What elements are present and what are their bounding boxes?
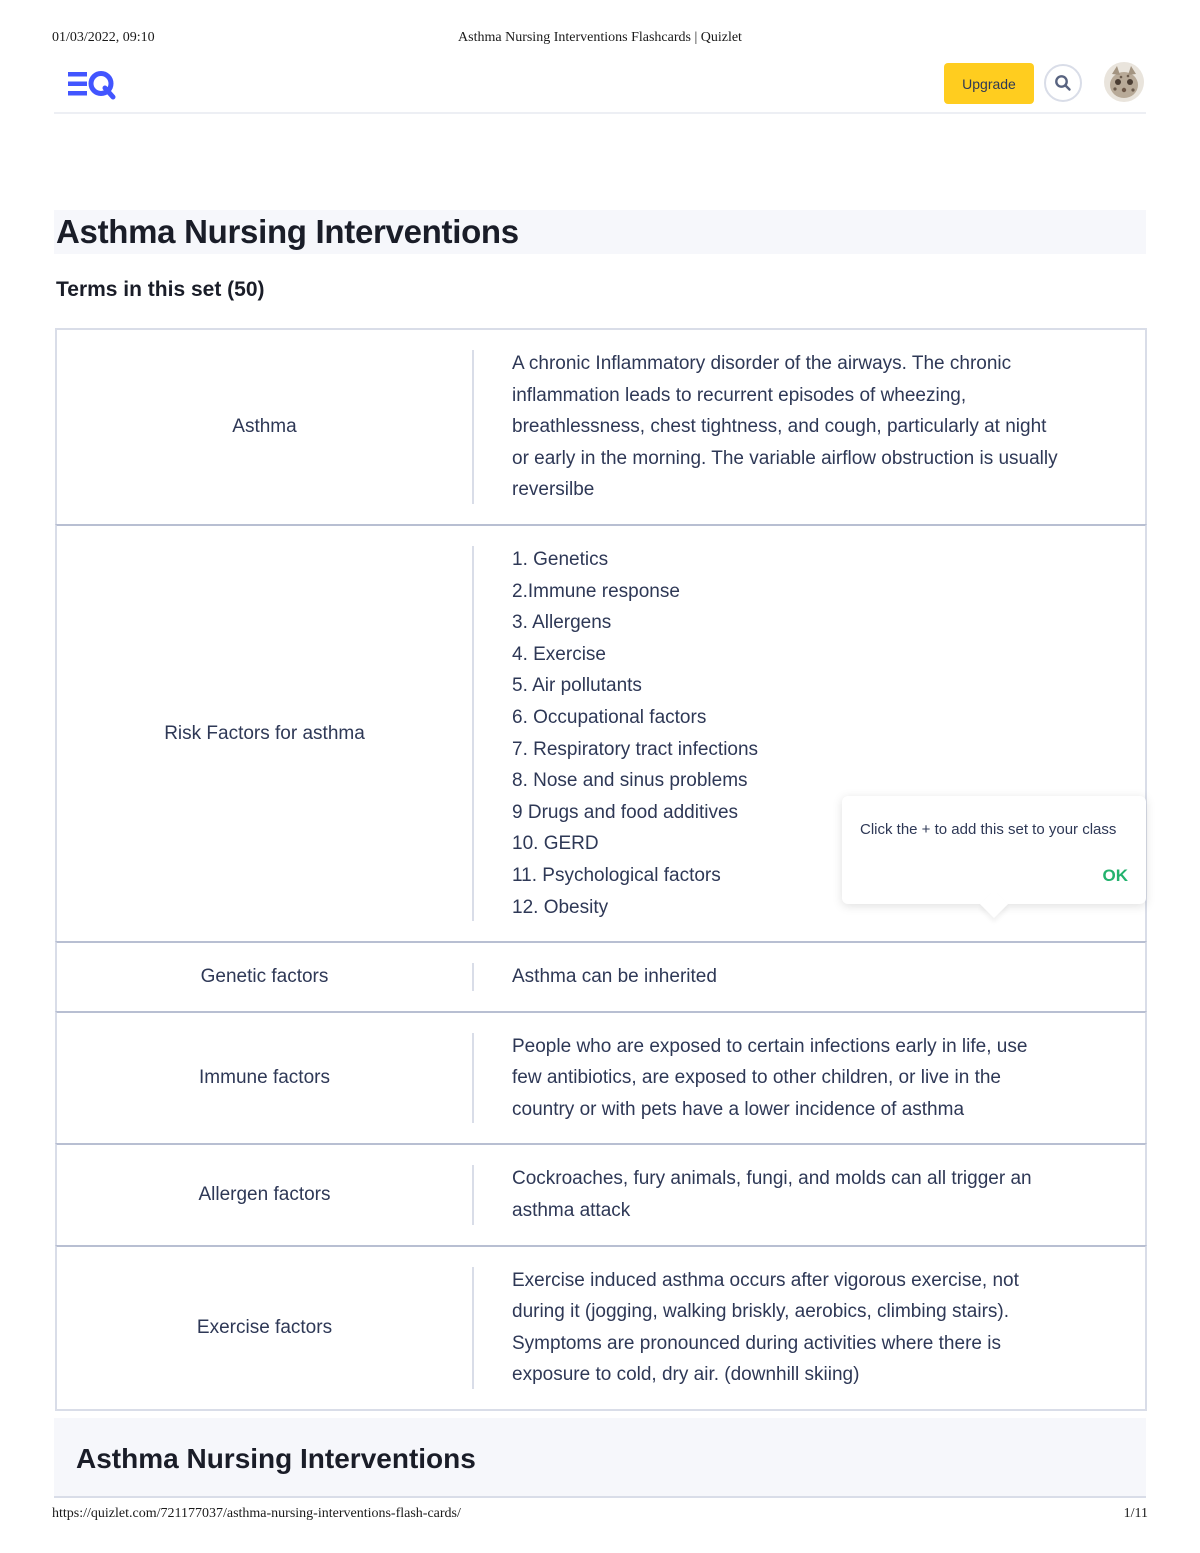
term-word: Immune factors bbox=[199, 1067, 330, 1089]
print-url: https://quizlet.com/721177037/asthma-nursing-interventions-flash-cards/ bbox=[52, 1506, 461, 1521]
definition-line: breathlessness, chest tightness, and cough, particularly at night bbox=[512, 416, 1047, 438]
user-avatar[interactable] bbox=[1104, 62, 1144, 102]
add-to-class-tooltip bbox=[842, 796, 1146, 904]
print-header bbox=[52, 30, 1148, 50]
print-footer bbox=[52, 1506, 1148, 1526]
term-word: Allergen factors bbox=[198, 1184, 331, 1206]
term-definition bbox=[474, 1013, 1145, 1144]
definition-line: 5. Air pollutants bbox=[512, 675, 642, 697]
definition-line: Asthma can be inherited bbox=[512, 966, 717, 988]
definition-line: 2.Immune response bbox=[512, 580, 680, 602]
term-definition bbox=[474, 1145, 1145, 1244]
definition-line: 9 Drugs and food additives bbox=[512, 801, 739, 823]
term-definition bbox=[474, 1247, 1145, 1409]
term-definition bbox=[474, 330, 1145, 524]
term-row-inner bbox=[57, 943, 1145, 1011]
definition-line: reversilbe bbox=[512, 479, 595, 501]
term-row-inner bbox=[57, 1145, 1145, 1244]
definition-line: Exercise induced asthma occurs after vigorous exercise, not bbox=[512, 1269, 1019, 1291]
definition-line: few antibiotics, are exposed to other children, or live in the bbox=[512, 1067, 1001, 1089]
definition-line: 4. Exercise bbox=[512, 643, 606, 665]
upgrade-button[interactable]: Upgrade bbox=[944, 63, 1034, 104]
definition-line: Cockroaches, fury animals, fungi, and molds can all trigger an bbox=[512, 1168, 1032, 1190]
search-icon bbox=[1054, 74, 1072, 92]
definition-line: 11. Psychological factors bbox=[512, 864, 721, 886]
tooltip-text: Click the + to add this set to your class bbox=[860, 821, 1117, 838]
sticky-header-title: Asthma Nursing Interventions bbox=[76, 1443, 476, 1474]
definition-line: or early in the morning. The variable airflow obstruction is usually bbox=[512, 447, 1058, 469]
term-row-inner bbox=[57, 1247, 1145, 1409]
print-datetime: 01/03/2022, 09:10 bbox=[52, 30, 155, 45]
term-word: Genetic factors bbox=[200, 965, 329, 987]
definition-line: 7. Respiratory tract infections bbox=[512, 738, 759, 760]
definition-line: inflammation leads to recurrent episodes of wheezing, bbox=[512, 384, 967, 406]
definition-line: 3. Allergens bbox=[512, 612, 612, 634]
quizlet-logo-icon[interactable] bbox=[68, 68, 118, 100]
term-row[interactable] bbox=[55, 1143, 1147, 1246]
term-word: Risk Factors for asthma bbox=[164, 722, 365, 744]
term-row[interactable] bbox=[55, 1245, 1147, 1411]
print-document-title: Asthma Nursing Interventions Flashcards | Quizlet bbox=[458, 30, 742, 45]
term-word: Asthma bbox=[232, 415, 297, 437]
definition-line: 1. Genetics bbox=[512, 548, 609, 570]
search-button[interactable] bbox=[1044, 64, 1082, 102]
definition-line: Symptoms are pronounced during activities where there is bbox=[512, 1332, 1001, 1354]
term-definition bbox=[474, 943, 1145, 1011]
term-row[interactable] bbox=[55, 941, 1147, 1013]
terms-heading: Terms in this set (50) bbox=[56, 278, 265, 301]
definition-line: People who are exposed to certain infections early in life, use bbox=[512, 1035, 1028, 1057]
print-page-indicator: 1/11 bbox=[1123, 1506, 1148, 1521]
definition-line: A chronic Inflammatory disorder of the airways. The chronic bbox=[512, 353, 1012, 374]
definition-line: 6. Occupational factors bbox=[512, 706, 707, 728]
definition-line: asthma attack bbox=[512, 1200, 631, 1222]
term-row[interactable] bbox=[55, 1011, 1147, 1146]
term-row[interactable] bbox=[55, 328, 1147, 526]
term-row-inner bbox=[57, 330, 1145, 524]
tooltip-ok-button[interactable]: OK bbox=[1102, 866, 1128, 885]
definition-line: 8. Nose and sinus problems bbox=[512, 770, 748, 792]
top-navigation-bar bbox=[54, 56, 1146, 114]
term-word: Exercise factors bbox=[196, 1316, 333, 1338]
term-row-inner bbox=[57, 1013, 1145, 1144]
definition-line: country or with pets have a lower incidence of asthma bbox=[512, 1098, 965, 1120]
definition-line: during it (jogging, walking briskly, aerobics, climbing stairs). bbox=[512, 1301, 1010, 1323]
page-title: Asthma Nursing Interventions bbox=[56, 213, 519, 250]
definition-line: 10. GERD bbox=[512, 833, 599, 855]
definition-line: exposure to cold, dry air. (downhill skiing) bbox=[512, 1364, 860, 1386]
definition-line: 12. Obesity bbox=[512, 896, 609, 918]
